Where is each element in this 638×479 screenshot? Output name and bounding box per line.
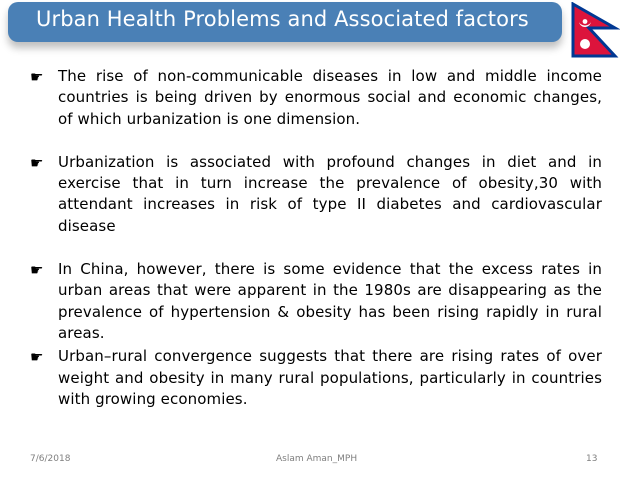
slide-title: Urban Health Problems and Associated factors [36, 7, 529, 31]
bullet-text: The rise of non-communicable diseases in low and middle income countries is being driven by enormous social and economic changes, of which urbanization is one dimension. [58, 67, 602, 128]
bullet-list [30, 66, 602, 410]
bullet-item [30, 152, 602, 237]
pointing-hand-icon: ☛ [30, 153, 44, 172]
bullet-text: Urban–rural convergence suggests that there are rising rates of over weight and obesity in many rural populations, particularly in countries with growing economies. [58, 347, 602, 408]
bullet-text: In China, however, there is some evidence that the excess rates in urban areas that were apparent in the 1980s are disappearing as the prevalence of hypertension & obesity has been rising rapidly in rural areas. [58, 260, 602, 342]
footer-page-number: 13 [586, 454, 598, 464]
bullet-item [30, 259, 602, 344]
pointing-hand-icon: ☛ [30, 68, 44, 86]
nepal-flag-icon [570, 2, 620, 58]
bullet-item [30, 66, 602, 130]
bullet-text: Urbanization is associated with profound changes in diet and in exercise that in turn increase the prevalence of obesity,30 with attendant increases in risk of type II diabetes and cardiovascular disease [58, 152, 602, 235]
pointing-hand-icon: ☛ [30, 348, 44, 367]
bullet-item [30, 346, 602, 410]
footer-author: Aslam Aman_MPH [276, 454, 358, 464]
footer-date: 7/6/2018 [30, 454, 71, 464]
title-bar [8, 2, 562, 42]
pointing-hand-icon: ☛ [30, 261, 44, 280]
